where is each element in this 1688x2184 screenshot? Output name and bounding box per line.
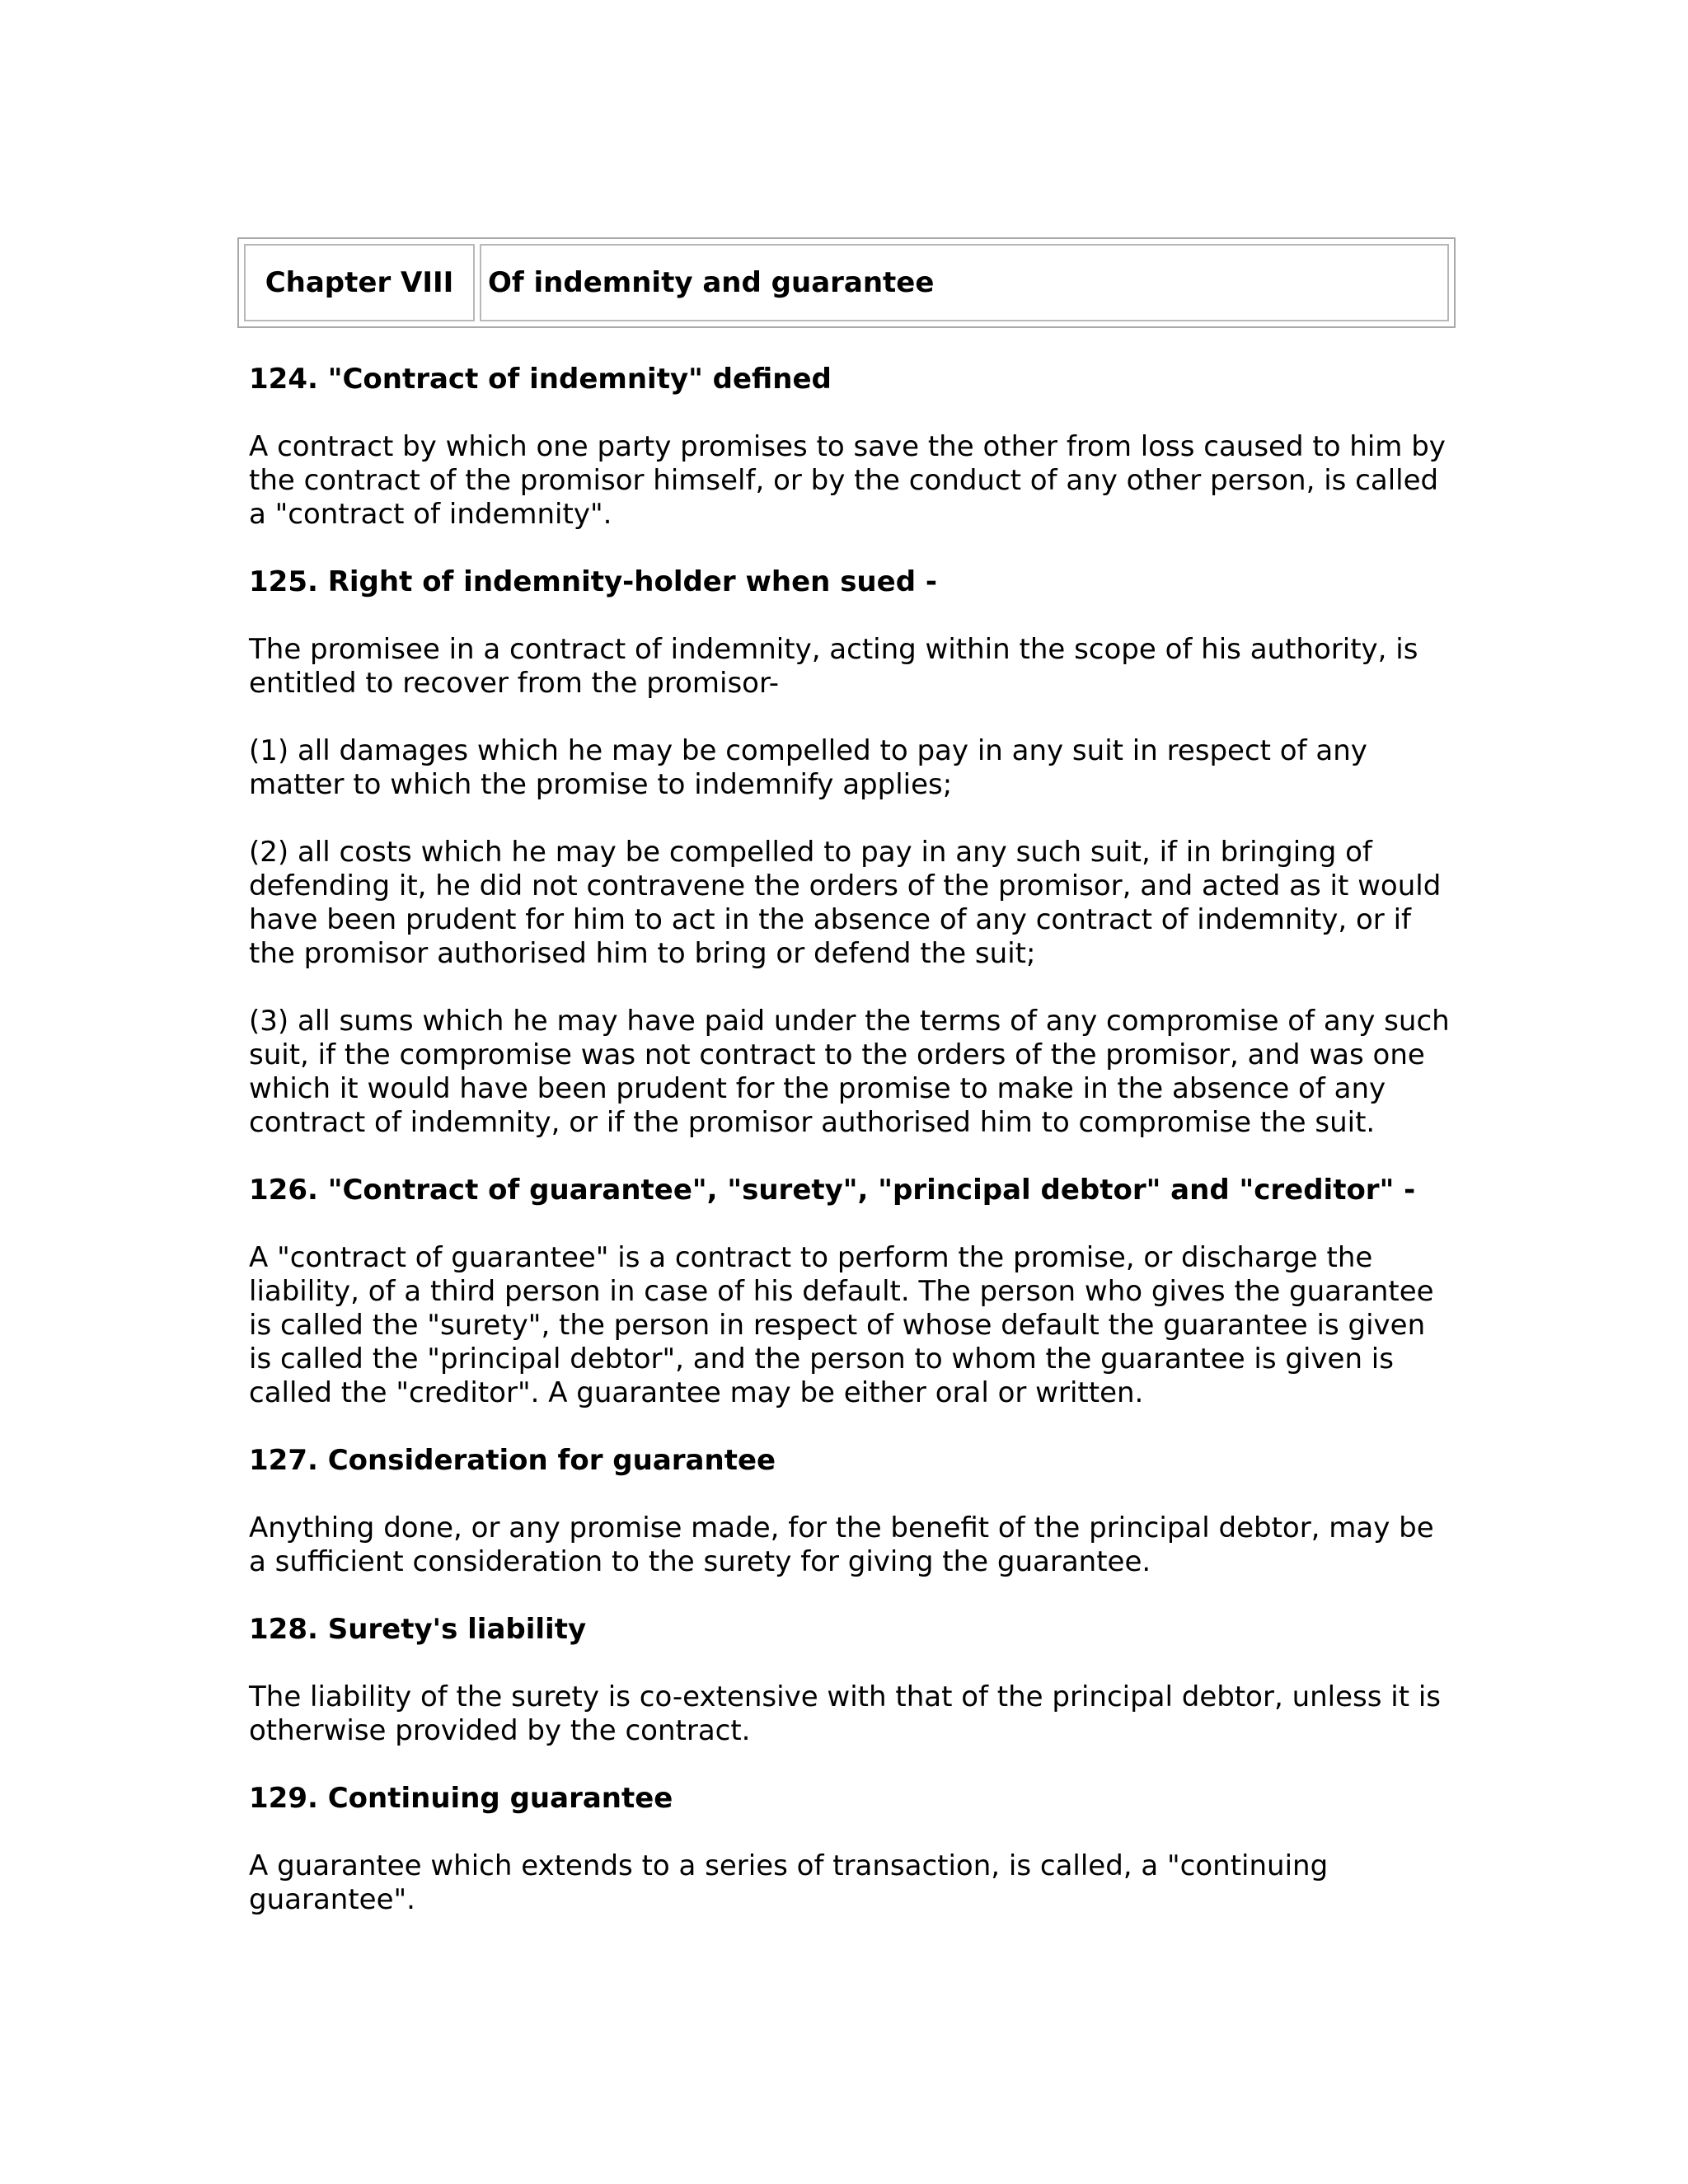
chapter-header-table (237, 237, 1456, 328)
section-heading-128: 128. Surety's liability (249, 1613, 587, 1646)
section-paragraph: A guarantee which extends to a series of transaction, is called, a "continuing guarantee". (249, 1849, 1329, 1916)
section-heading-124: 124. "Contract of indemnity" defined (249, 363, 832, 396)
section-heading-125: 125. Right of indemnity-holder when sued - (249, 565, 937, 598)
section-paragraph: The liability of the surety is co-extensive with that of the principal debtor, unless it is otherwise provided by the contract. (249, 1680, 1442, 1747)
section-paragraph: The promisee in a contract of indemnity, acting within the scope of his authority, is entitled to recover from the promisor- (249, 633, 1418, 700)
section-heading-126: 126. "Contract of guarantee", "surety", "principal debtor" and "creditor" - (249, 1174, 1416, 1207)
section-paragraph: (3) all sums which he may have paid under the terms of any compromise of any such suit, if the compromise was not contract to the orders of the promisor, and was one which it would have been prudent for the promise to make in the absence of any contract of indemnity, or if the promisor authorised him to compromise the suit. (249, 1005, 1450, 1139)
section-paragraph: A "contract of guarantee" is a contract to perform the promise, or discharge the liability, of a third person in case of his default. The person who gives the guarantee is called the "surety", the person in respect of whose default the guarantee is given is called the "principal debtor", and the person to whom the guarantee is given is called the "creditor". A guarantee may be either oral or written. (249, 1241, 1434, 1409)
section-heading-127: 127. Consideration for guarantee (249, 1444, 776, 1477)
chapter-title: Of indemnity and guarantee (480, 244, 1449, 321)
section-paragraph: Anything done, or any promise made, for the benefit of the principal debtor, may be a sufficient consideration to the surety for giving the guarantee. (249, 1511, 1434, 1578)
section-heading-129: 129. Continuing guarantee (249, 1782, 673, 1815)
section-paragraph: A contract by which one party promises to save the other from loss caused to him by the contract of the promisor himself, or by the conduct of any other person, is called a "contract of indemnity". (249, 430, 1446, 531)
chapter-number: Chapter VIII (244, 244, 475, 321)
document-body (249, 346, 1452, 1917)
section-paragraph: (2) all costs which he may be compelled to pay in any such suit, if in bringing of defending it, he did not contravene the orders of the promisor, and acted as it would have been prudent for him to act in the absence of any contract of indemnity, or if the promisor authorised him to bring or defend the suit; (249, 836, 1442, 970)
section-paragraph: (1) all damages which he may be compelled to pay in any suit in respect of any matter to which the promise to indemnify applies; (249, 734, 1367, 801)
